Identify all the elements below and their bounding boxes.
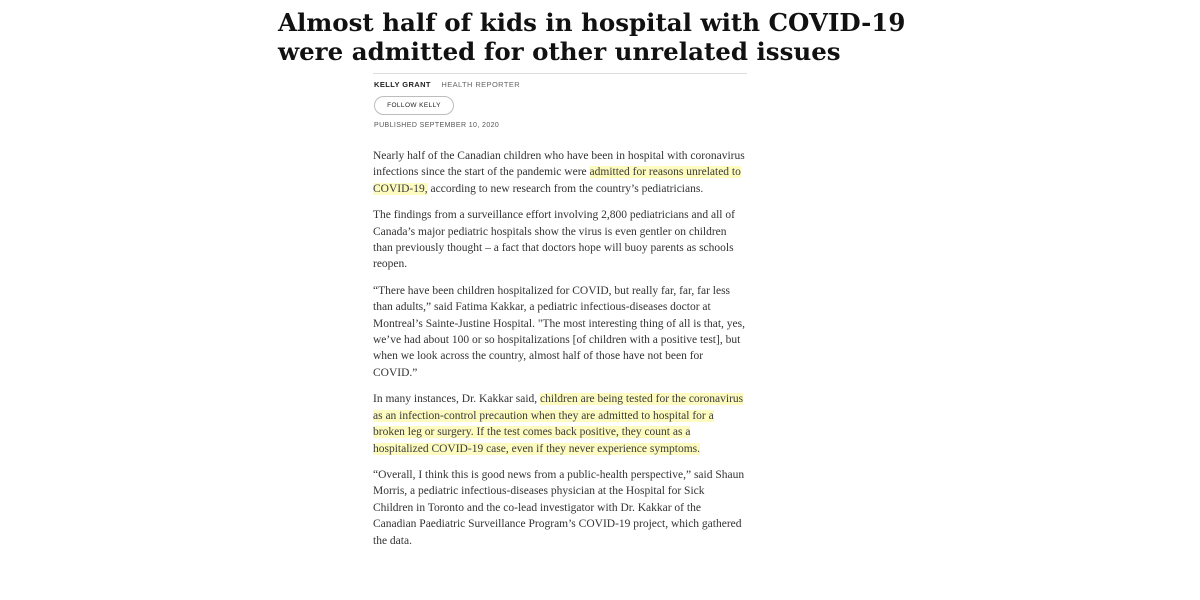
highlighted-text: admitted for reasons unrelated to COVID-19, [373,166,741,195]
published-date: PUBLISHED SEPTEMBER 10, 2020 [374,122,500,129]
author-role: HEALTH REPORTER [441,80,521,89]
paragraph-1-text-start: Nearly half of the Canadian children who have been in hospital with coronavirus infections since the start of the pandemic were [373,150,745,179]
article-body [373,148,745,549]
paragraph-3: “There have been children hospitalized for COVID, but really far, far, far less than adults,” said Fatima Kakkar, a pediatric infectious-diseases doctor at Montreal’s Sainte-Justine Hospital. "The most interesting thing of all is that, yes, we’ve had about 100 or so hospitalizations [of children with a positive test], but when we look across the country, almost half of those have not been for COVID.” [373,284,746,379]
article-headline: Almost half of kids in hospital with COVID-19 were admitted for other unrelated issues [278,8,906,66]
paragraph-2: The findings from a surveillance effort involving 2,800 pediatricians and all of Canada’s major pediatric hospitals show the virus is even gentler on children than previously thought – a fact that doctors hope will buoy parents as schools reopen. [373,209,735,271]
byline-divider [373,73,747,74]
highlighted-text: children are being tested for the coronavirus as an infection-control precaution when they are admitted to hospital for a broken leg or surgery. If the test comes back positive, they count as a hospitalized COVID-19 case, even if they never experience symptoms. [373,393,744,455]
paragraph-4 [373,391,745,457]
author-name[interactable]: KELLY GRANT [374,80,431,89]
paragraph-1-text-end: according to new research from the country’s pediatricians. [427,182,704,195]
paragraph-1 [373,148,745,197]
paragraph-4-text-start: In many instances, Dr. Kakkar said, [373,393,541,406]
paragraph-5: “Overall, I think this is good news from a public-health perspective,” said Shaun Morris, a pediatric infectious-diseases physician at the Hospital for Sick Children in Toronto and the co-lead investigator with Dr. Kakkar of the Canadian Paediatric Surveillance Program’s COVID-19 project, which gathered the data. [373,468,745,547]
byline [374,80,520,89]
follow-author-button[interactable]: FOLLOW KELLY [374,96,454,115]
